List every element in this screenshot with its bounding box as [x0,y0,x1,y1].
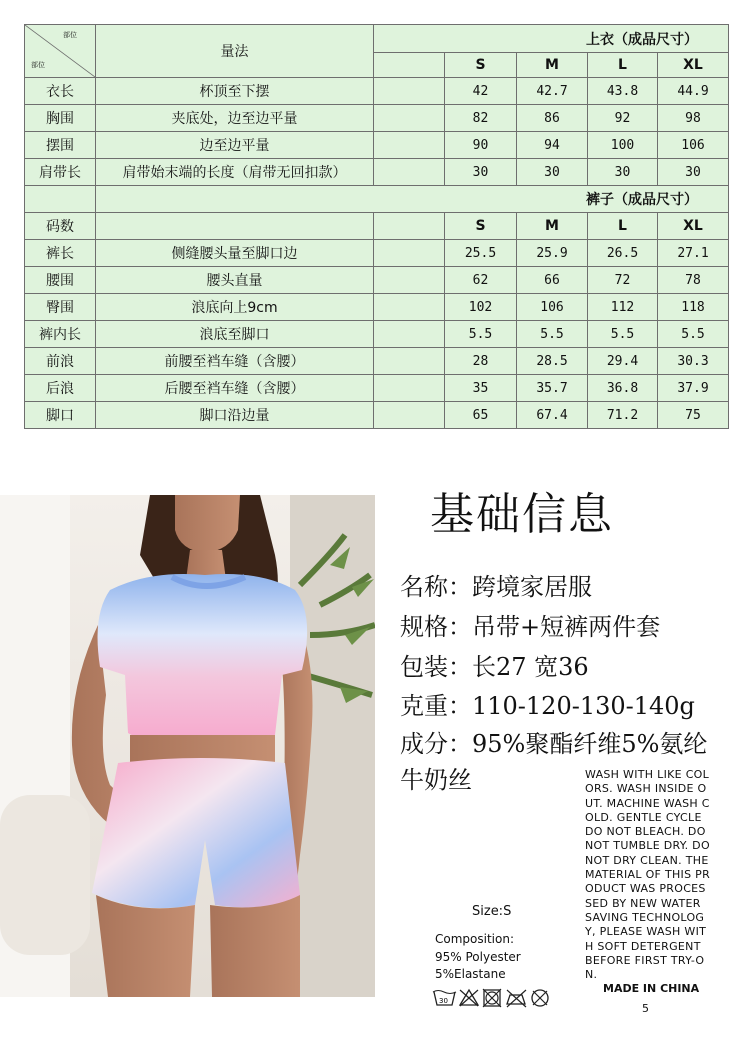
value-cell: 106 [517,294,588,321]
label-code: 5 [642,1002,649,1015]
corner-label-bottom: 部位 [31,61,45,69]
value-cell: 98 [658,105,729,132]
value-cell: 75 [658,402,729,429]
size-header: M [517,53,588,78]
method-cell: 杯顶至下摆 [96,78,374,105]
value-cell: 42.7 [517,78,588,105]
value-cell: 94 [517,132,588,159]
size-header: S [445,213,517,240]
value-cell: 43.8 [588,78,658,105]
method-header: 量法 [96,25,374,78]
do-not-tumble-dry-icon [483,989,501,1007]
value-cell: 112 [588,294,658,321]
value-cell: 86 [517,105,588,132]
value-cell: 118 [658,294,729,321]
value-cell: 82 [445,105,517,132]
value-cell: 92 [588,105,658,132]
table-row [25,105,729,132]
table-row [25,402,729,429]
top-section-title: 上衣（成品尺寸） [445,25,729,53]
info-weight: 克重：110-120-130-140g [400,692,695,720]
product-photo [0,495,375,997]
method-cell: 后腰至裆车缝（含腰） [96,375,374,402]
part-cell: 脚口 [25,402,96,429]
label-size: Size:S [472,904,512,919]
method-cell: 浪底向上9cm [96,294,374,321]
value-cell: 35 [445,375,517,402]
size-header: XL [658,213,729,240]
svg-text:30: 30 [439,997,448,1005]
info-material: 成分：95%聚酯纤维5%氨纶 [400,730,708,758]
value-cell: 106 [658,132,729,159]
value-cell: 65 [445,402,517,429]
part-cell: 裤长 [25,240,96,267]
bottom-section-title: 裤子（成品尺寸） [445,186,729,213]
method-cell: 浪底至脚口 [96,321,374,348]
part-cell: 前浪 [25,348,96,375]
size-header: S [445,53,517,78]
value-cell: 72 [588,267,658,294]
method-cell: 肩带始末端的长度（肩带无回扣款） [96,159,374,186]
size-header: L [588,53,658,78]
do-not-iron-icon [507,990,526,1007]
part-cell: 胸围 [25,105,96,132]
value-cell: 35.7 [517,375,588,402]
table-row [25,375,729,402]
table-row [25,132,729,159]
value-cell: 30 [445,159,517,186]
part-cell: 腰围 [25,267,96,294]
value-cell: 26.5 [588,240,658,267]
part-cell: 摆围 [25,132,96,159]
value-cell: 67.4 [517,402,588,429]
do-not-dry-clean-icon [532,990,548,1006]
value-cell: 28.5 [517,348,588,375]
value-cell: 5.5 [658,321,729,348]
composition-line: 5%Elastane [435,967,506,981]
size-header: L [588,213,658,240]
value-cell: 5.5 [588,321,658,348]
value-cell: 90 [445,132,517,159]
part-cell: 臀围 [25,294,96,321]
value-cell: 102 [445,294,517,321]
wash-30-icon [433,991,456,1006]
value-cell: 78 [658,267,729,294]
part-cell: 后浪 [25,375,96,402]
table-row [25,348,729,375]
table-row [25,78,729,105]
table-row [25,240,729,267]
table-row [25,294,729,321]
part-cell: 衣长 [25,78,96,105]
value-cell: 30 [588,159,658,186]
info-spec: 规格：吊带+短裤两件套 [400,613,661,641]
info-package: 包装：长27 宽36 [400,653,589,681]
composition-line: 95% Polyester [435,950,521,964]
value-cell: 66 [517,267,588,294]
value-cell: 30.3 [658,348,729,375]
value-cell: 36.8 [588,375,658,402]
value-cell: 29.4 [588,348,658,375]
value-cell: 25.9 [517,240,588,267]
method-cell: 腰头直量 [96,267,374,294]
size-header: XL [658,53,729,78]
care-symbols [432,988,562,1008]
method-cell: 前腰至裆车缝（含腰） [96,348,374,375]
method-cell: 边至边平量 [96,132,374,159]
do-not-bleach-icon [460,990,478,1006]
made-in-label: MADE IN CHINA [603,982,700,995]
value-cell: 5.5 [517,321,588,348]
corner-label-top: 部位 [63,31,77,39]
size-code-label: 码数 [25,213,96,240]
value-cell: 37.9 [658,375,729,402]
value-cell: 62 [445,267,517,294]
value-cell: 71.2 [588,402,658,429]
composition-title: Composition: [435,932,514,946]
value-cell: 5.5 [445,321,517,348]
table-row [25,159,729,186]
value-cell: 100 [588,132,658,159]
value-cell: 27.1 [658,240,729,267]
method-cell: 侧缝腰头量至脚口边 [96,240,374,267]
care-label [420,760,730,1020]
part-cell: 肩带长 [25,159,96,186]
care-instructions: WASH WITH LIKE COL ORS. WASH INSIDE O UT. MACHINE WASH C OLD. GENTLE CYCLE DO NOT BLEACH. DO NOT TUMBLE DRY. DO NOT DRY CLEAN. THE MATERIAL OF THIS PR ODUCT WAS PROCES SED BY NEW WATER SAVING TECHNOLOG Y, PLEASE WASH WIT H SOFT DETERGENT BEFORE FIRST TRY-O N. [585,768,711,982]
corner-cell [25,25,96,78]
value-cell: 30 [517,159,588,186]
info-title: 基础信息 [430,489,614,540]
method-cell: 夹底处，边至边平量 [96,105,374,132]
info-name: 名称：跨境家居服 [400,573,592,601]
info-material-cont: 牛奶丝 [400,766,472,794]
value-cell: 30 [658,159,729,186]
value-cell: 28 [445,348,517,375]
value-cell: 44.9 [658,78,729,105]
method-cell: 脚口沿边量 [96,402,374,429]
table-row [25,267,729,294]
table-row [25,321,729,348]
size-header: M [517,213,588,240]
size-chart-table [24,24,729,429]
value-cell: 42 [445,78,517,105]
part-cell: 裤内长 [25,321,96,348]
value-cell: 25.5 [445,240,517,267]
